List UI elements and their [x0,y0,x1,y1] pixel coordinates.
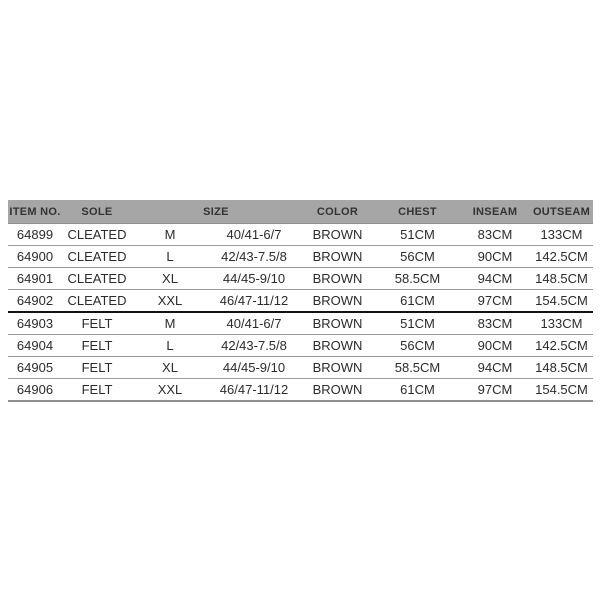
cell-sole: CLEATED [67,227,127,242]
cell-inseam: 97CM [460,379,530,402]
cell-color: BROWN [312,227,363,242]
cell-chest: 58.5CM [375,268,460,290]
cell-size-range: 46/47-11/12 [208,379,300,402]
cell-outseam: 142.5CM [530,335,593,357]
cell-item-no: 64899 [16,227,54,242]
cell-inseam: 83CM [477,227,513,242]
cell-color: BROWN [300,335,375,357]
column-header-inseam: INSEAM [460,200,530,224]
cell-size-letter: M [164,227,176,242]
table-row [8,335,593,357]
cell-chest: 58.5CM [375,357,460,379]
column-header-chest: CHEST [375,200,460,224]
cell-size-letter: M [132,312,208,335]
cell-size-range: 42/43-7.5/8 [208,246,300,268]
cell-chest: 51CM [375,312,460,335]
cell-item-no: 64902 [8,290,62,313]
cell-outseam: 142.5CM [530,246,593,268]
cell-size-letter: XXL [132,379,208,402]
header-row [8,200,593,224]
cell-sole: FELT [62,357,132,379]
size-chart [8,200,593,402]
column-header-sole: SOLE [62,200,132,224]
table-row [8,246,593,268]
cell-item-no: 64901 [8,268,62,290]
column-header-size: SIZE [132,200,300,224]
cell-size-letter: XL [132,268,208,290]
table-row [8,379,593,402]
cell-chest: 56CM [375,246,460,268]
cell-inseam: 90CM [460,335,530,357]
cell-size-letter: L [132,246,208,268]
cell-item-no: 64905 [8,357,62,379]
cell-chest: 56CM [375,335,460,357]
cell-size-range: 40/41-6/7 [226,227,282,242]
table-row-section-start [8,312,593,335]
cell-size-range: 40/41-6/7 [208,312,300,335]
size-chart-table [8,200,593,402]
cell-outseam: 133CM [530,312,593,335]
cell-sole: CLEATED [62,246,132,268]
table-row [8,268,593,290]
table-row [8,357,593,379]
cell-outseam: 154.5CM [530,290,593,313]
column-header-color: COLOR [300,200,375,224]
cell-outseam: 148.5CM [530,357,593,379]
cell-size-range: 42/43-7.5/8 [208,335,300,357]
cell-sole: CLEATED [62,290,132,313]
cell-size-letter: XL [132,357,208,379]
cell-size-range: 46/47-11/12 [208,290,300,313]
cell-chest: 61CM [375,379,460,402]
cell-inseam: 90CM [460,246,530,268]
column-header-item-no: ITEM NO. [8,200,62,224]
cell-size-letter: XXL [132,290,208,313]
cell-sole: FELT [62,379,132,402]
cell-inseam: 97CM [460,290,530,313]
cell-item-no: 64903 [8,312,62,335]
cell-color: BROWN [300,290,375,313]
cell-inseam: 83CM [460,312,530,335]
table-body [8,224,593,402]
cell-color: BROWN [300,379,375,402]
cell-item-no: 64900 [8,246,62,268]
cell-color: BROWN [300,268,375,290]
cell-inseam: 94CM [460,268,530,290]
column-header-outseam: OUTSEAM [530,200,593,224]
cell-chest: 51CM [400,227,435,242]
cell-size-letter: L [132,335,208,357]
cell-color: BROWN [300,312,375,335]
cell-size-range: 44/45-9/10 [208,268,300,290]
cell-color: BROWN [300,246,375,268]
cell-size-range: 44/45-9/10 [208,357,300,379]
cell-sole: FELT [62,312,132,335]
table-row [8,224,593,246]
table-row [8,290,593,313]
cell-color: BROWN [300,357,375,379]
cell-outseam: 133CM [540,227,583,242]
cell-sole: FELT [62,335,132,357]
cell-chest: 61CM [375,290,460,313]
cell-item-no: 64904 [8,335,62,357]
cell-sole: CLEATED [62,268,132,290]
cell-inseam: 94CM [460,357,530,379]
table-header [8,200,593,224]
cell-outseam: 154.5CM [530,379,593,402]
cell-item-no: 64906 [8,379,62,402]
cell-outseam: 148.5CM [530,268,593,290]
